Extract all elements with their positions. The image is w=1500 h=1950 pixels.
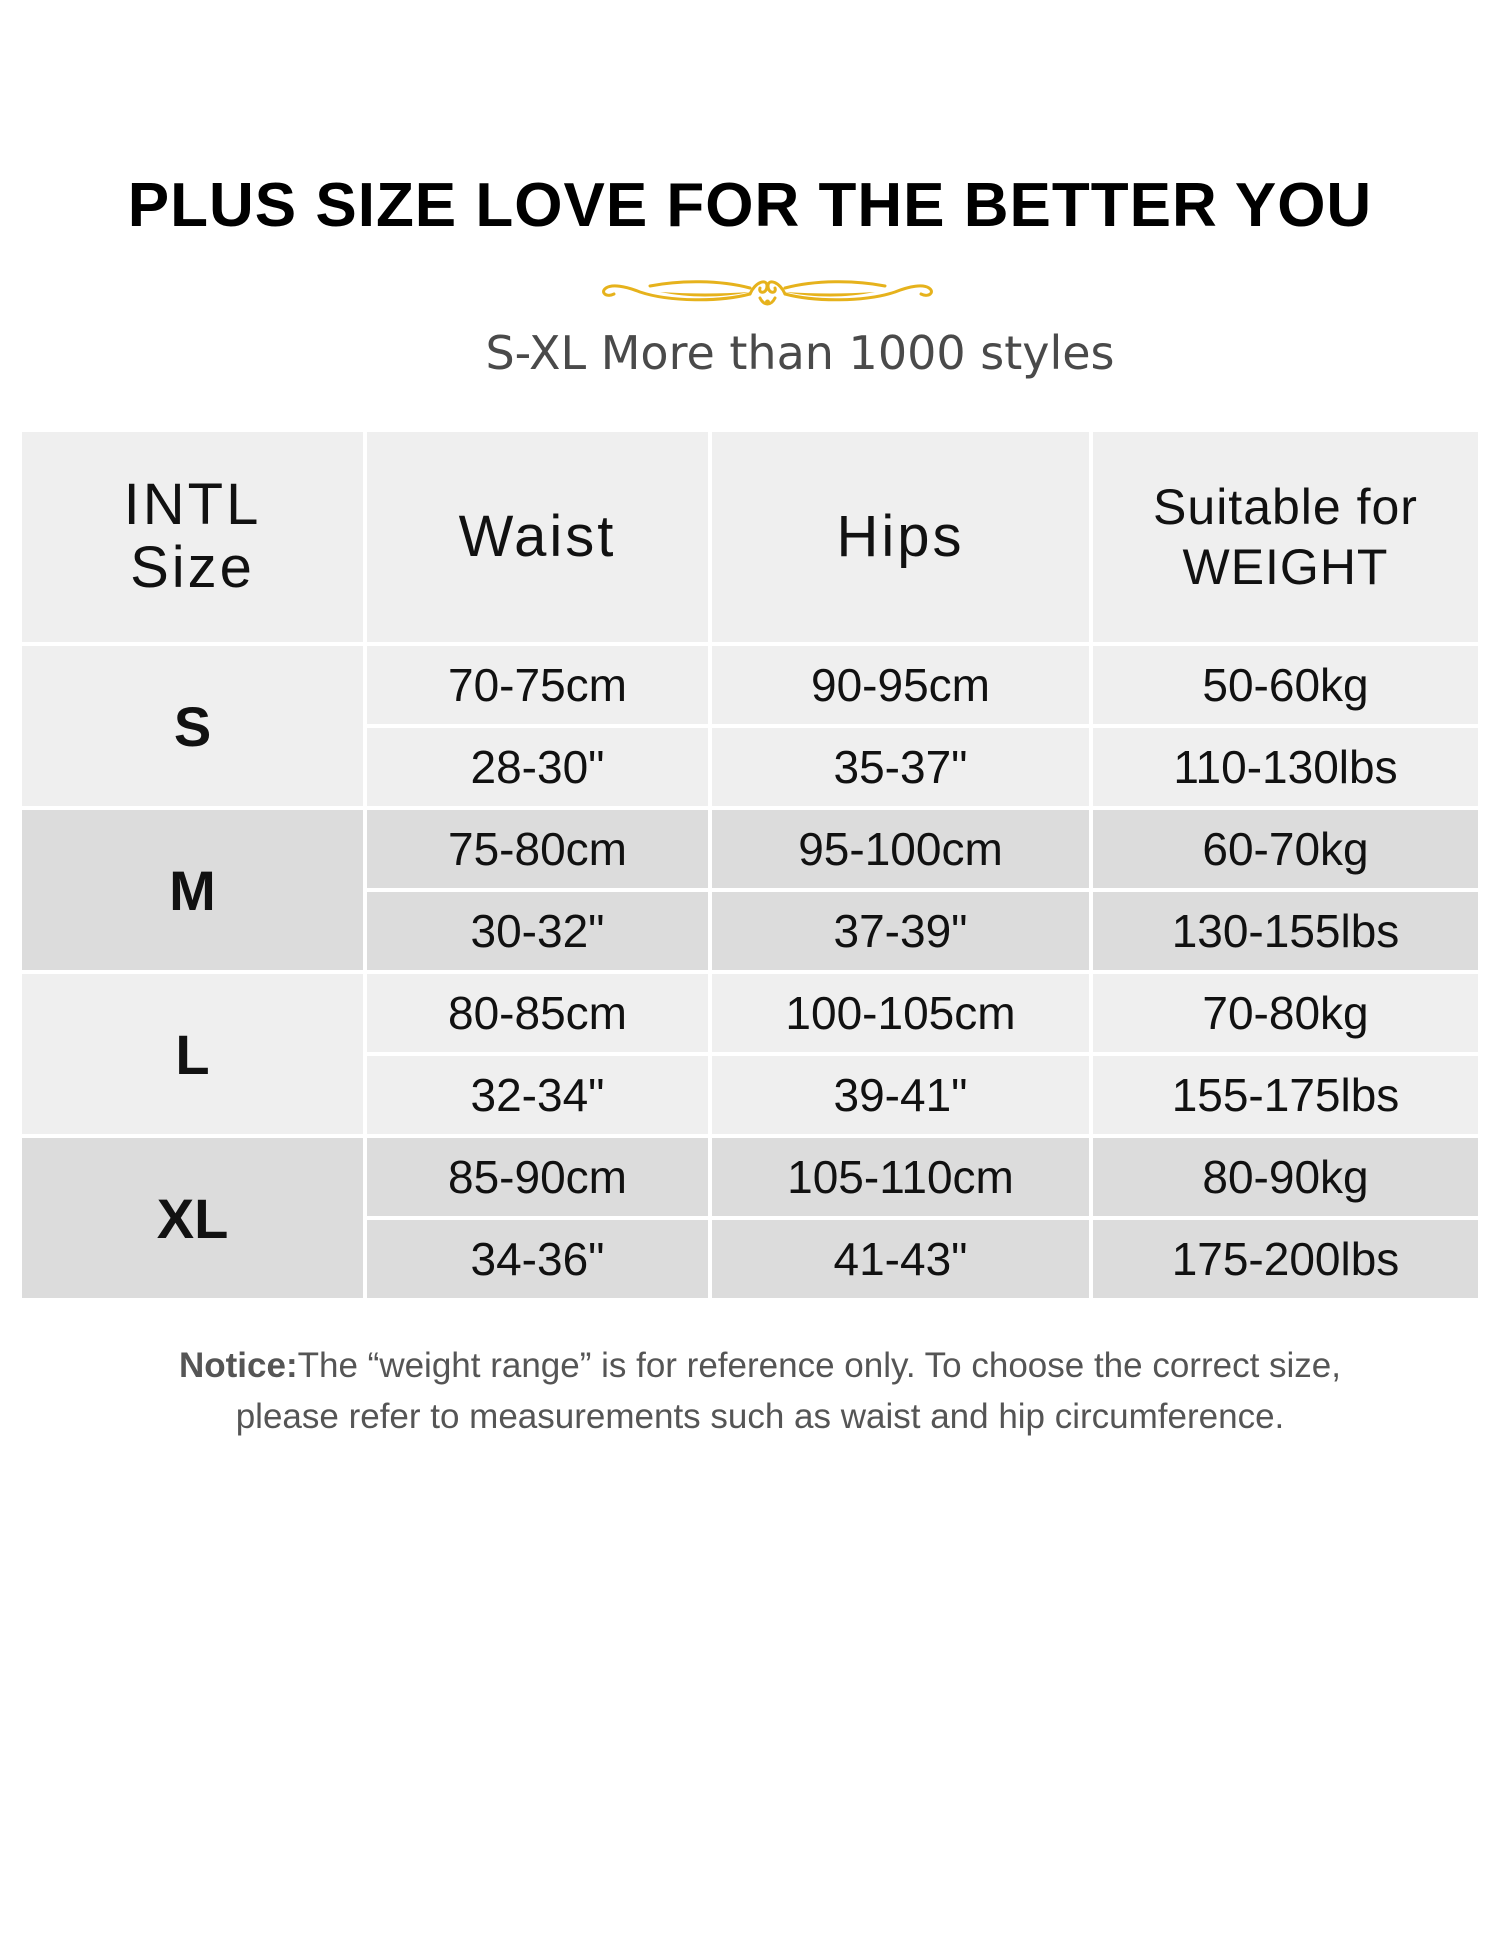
hips-in-m: 37-39": [712, 892, 1089, 970]
header-weight: [1093, 432, 1478, 642]
hips-cm-l: 100-105cm: [712, 974, 1089, 1052]
waist-in-s: 28-30": [367, 728, 708, 806]
weight-kg-l: 70-80kg: [1093, 974, 1478, 1052]
waist-cm-s: 70-75cm: [367, 646, 708, 724]
waist-in-m: 30-32": [367, 892, 708, 970]
header-intl-size-line1: INTL: [123, 472, 262, 538]
weight-kg-xl: 80-90kg: [1093, 1138, 1478, 1216]
hips-cm-m: 95-100cm: [712, 810, 1089, 888]
notice-line1: [0, 1340, 1500, 1391]
page-title: PLUS SIZE LOVE FOR THE BETTER YOU: [127, 171, 1373, 240]
waist-in-xl: 34-36": [367, 1220, 708, 1298]
waist-cm-l: 80-85cm: [367, 974, 708, 1052]
waist-cm-m: 75-80cm: [367, 810, 708, 888]
page-subtitle: S-XL More than 1000 styles: [485, 326, 1115, 380]
header-intl-size: [22, 432, 363, 642]
notice-text: [0, 1340, 1500, 1442]
hips-in-s: 35-37": [712, 728, 1089, 806]
weight-lbs-m: 130-155lbs: [1093, 892, 1478, 970]
size-cell-s: S: [22, 646, 363, 806]
hips-cm-s: 90-95cm: [712, 646, 1089, 724]
weight-kg-m: 60-70kg: [1093, 810, 1478, 888]
header-weight-line1: Suitable for: [1153, 479, 1418, 535]
header-intl-size-line2: Size: [130, 535, 255, 600]
notice-line1-text: The “weight range” is for reference only. To choose the correct size,: [297, 1346, 1341, 1385]
hips-in-l: 39-41": [712, 1056, 1089, 1134]
notice-line2: please refer to measurements such as waist and hip circumference.: [235, 1397, 1285, 1436]
weight-lbs-xl: 175-200lbs: [1093, 1220, 1478, 1298]
header-waist: Waist: [367, 432, 708, 642]
header-hips: Hips: [712, 432, 1089, 642]
size-cell-xl: XL: [22, 1138, 363, 1298]
header-weight-line2: WEIGHT: [1182, 539, 1389, 595]
weight-lbs-s: 110-130lbs: [1093, 728, 1478, 806]
hips-cm-xl: 105-110cm: [712, 1138, 1089, 1216]
size-cell-m: M: [22, 810, 363, 970]
size-chart-table: [22, 432, 1478, 1302]
weight-lbs-l: 155-175lbs: [1093, 1056, 1478, 1134]
waist-in-l: 32-34": [367, 1056, 708, 1134]
waist-cm-xl: 85-90cm: [367, 1138, 708, 1216]
size-cell-l: L: [22, 974, 363, 1134]
hips-in-xl: 41-43": [712, 1220, 1089, 1298]
gold-scroll-divider-icon: [600, 272, 935, 312]
notice-label: Notice:: [179, 1346, 298, 1385]
weight-kg-s: 50-60kg: [1093, 646, 1478, 724]
